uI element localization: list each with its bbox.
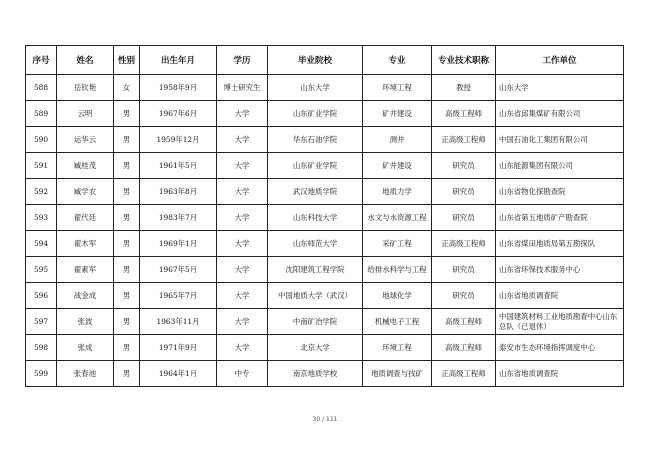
cell-school: 南京地质学校 bbox=[268, 361, 363, 387]
table-row bbox=[26, 283, 624, 309]
cell-employer: 山东省第五地质矿产勘查院 bbox=[496, 205, 624, 231]
cell-school: 山东矿业学院 bbox=[268, 101, 363, 127]
cell-employer: 山东省煤田地质局第五勘探队 bbox=[496, 231, 624, 257]
cell-name: 翟素军 bbox=[57, 257, 114, 283]
cell-major: 环境工程 bbox=[363, 335, 432, 361]
cell-name: 张春池 bbox=[57, 361, 114, 387]
cell-serial: 598 bbox=[26, 335, 57, 361]
table-body bbox=[26, 75, 624, 387]
table-row bbox=[26, 309, 624, 335]
cell-title: 研究员 bbox=[432, 283, 496, 309]
table-row bbox=[26, 257, 624, 283]
cell-school: 沈阳建筑工程学院 bbox=[268, 257, 363, 283]
cell-name: 云明 bbox=[57, 101, 114, 127]
cell-birth-date: 1964年1月 bbox=[140, 361, 217, 387]
cell-school: 山东矿业学院 bbox=[268, 153, 363, 179]
cell-birth-date: 1959年12月 bbox=[140, 127, 217, 153]
cell-name: 臧桂茂 bbox=[57, 153, 114, 179]
header-employer: 工作单位 bbox=[496, 46, 624, 75]
header-major: 专业 bbox=[363, 46, 432, 75]
header-name: 姓名 bbox=[57, 46, 114, 75]
cell-title: 研究员 bbox=[432, 153, 496, 179]
cell-major: 水文与水资源工程 bbox=[363, 205, 432, 231]
cell-gender: 女 bbox=[114, 75, 140, 101]
cell-title: 研究员 bbox=[432, 257, 496, 283]
cell-education: 大学 bbox=[217, 127, 268, 153]
cell-major: 地球化学 bbox=[363, 283, 432, 309]
header-gender: 性别 bbox=[114, 46, 140, 75]
cell-birth-date: 1967年6月 bbox=[140, 101, 217, 127]
cell-school: 武汉地质学院 bbox=[268, 179, 363, 205]
cell-education: 大学 bbox=[217, 179, 268, 205]
table-row bbox=[26, 205, 624, 231]
cell-employer: 山东大学 bbox=[496, 75, 624, 101]
cell-title: 高级工程师 bbox=[432, 335, 496, 361]
cell-education: 大学 bbox=[217, 231, 268, 257]
cell-gender: 男 bbox=[114, 335, 140, 361]
cell-birth-date: 1963年11月 bbox=[140, 309, 217, 335]
table-row bbox=[26, 231, 624, 257]
cell-employer: 山东省地质调查院 bbox=[496, 361, 624, 387]
cell-serial: 588 bbox=[26, 75, 57, 101]
cell-name: 岳钦艳 bbox=[57, 75, 114, 101]
cell-gender: 男 bbox=[114, 127, 140, 153]
cell-name: 翟代廷 bbox=[57, 205, 114, 231]
cell-name: 张成 bbox=[57, 335, 114, 361]
cell-school: 山东大学 bbox=[268, 75, 363, 101]
cell-serial: 594 bbox=[26, 231, 57, 257]
cell-gender: 男 bbox=[114, 153, 140, 179]
header-birth-date: 出生年月 bbox=[140, 46, 217, 75]
cell-serial: 597 bbox=[26, 309, 57, 335]
cell-employer: 泰安市生态环境指挥调度中心 bbox=[496, 335, 624, 361]
cell-employer: 山东省邱集煤矿有限公司 bbox=[496, 101, 624, 127]
cell-title: 研究员 bbox=[432, 179, 496, 205]
cell-major: 采矿工程 bbox=[363, 231, 432, 257]
cell-gender: 男 bbox=[114, 231, 140, 257]
table-row bbox=[26, 127, 624, 153]
cell-birth-date: 1958年9月 bbox=[140, 75, 217, 101]
cell-gender: 男 bbox=[114, 309, 140, 335]
cell-name: 张波 bbox=[57, 309, 114, 335]
cell-birth-date: 1969年1月 bbox=[140, 231, 217, 257]
cell-employer: 中国石油化工集团有限公司 bbox=[496, 127, 624, 153]
header-serial: 序号 bbox=[26, 46, 57, 75]
cell-education: 大学 bbox=[217, 335, 268, 361]
cell-school: 中南矿冶学院 bbox=[268, 309, 363, 335]
cell-employer: 山东能源集团有限公司 bbox=[496, 153, 624, 179]
cell-gender: 男 bbox=[114, 283, 140, 309]
cell-birth-date: 1983年7月 bbox=[140, 205, 217, 231]
cell-education: 大学 bbox=[217, 101, 268, 127]
table-row bbox=[26, 75, 624, 101]
cell-education: 中专 bbox=[217, 361, 268, 387]
header-title: 专业技术职称 bbox=[432, 46, 496, 75]
cell-school: 中国地质大学（武汉） bbox=[268, 283, 363, 309]
cell-serial: 596 bbox=[26, 283, 57, 309]
cell-major: 地质力学 bbox=[363, 179, 432, 205]
table-row bbox=[26, 335, 624, 361]
table-row bbox=[26, 179, 624, 205]
cell-school: 山东师范大学 bbox=[268, 231, 363, 257]
cell-name: 战金成 bbox=[57, 283, 114, 309]
header-school: 毕业院校 bbox=[268, 46, 363, 75]
cell-gender: 男 bbox=[114, 179, 140, 205]
cell-employer: 山东省环保技术服务中心 bbox=[496, 257, 624, 283]
cell-serial: 590 bbox=[26, 127, 57, 153]
cell-major: 矿井建设 bbox=[363, 153, 432, 179]
cell-major: 测井 bbox=[363, 127, 432, 153]
cell-name: 翟木军 bbox=[57, 231, 114, 257]
cell-school: 华东石油学院 bbox=[268, 127, 363, 153]
cell-gender: 男 bbox=[114, 257, 140, 283]
cell-education: 大学 bbox=[217, 153, 268, 179]
cell-birth-date: 1971年9月 bbox=[140, 335, 217, 361]
cell-major: 环境工程 bbox=[363, 75, 432, 101]
talent-roster-page bbox=[25, 45, 623, 387]
cell-title: 教授 bbox=[432, 75, 496, 101]
cell-birth-date: 1967年5月 bbox=[140, 257, 217, 283]
cell-education: 大学 bbox=[217, 257, 268, 283]
page-number: 30 / 111 bbox=[312, 416, 338, 423]
cell-title: 正高级工程师 bbox=[432, 127, 496, 153]
cell-employer: 山东省物化探勘查院 bbox=[496, 179, 624, 205]
cell-serial: 599 bbox=[26, 361, 57, 387]
cell-serial: 591 bbox=[26, 153, 57, 179]
cell-major: 矿井建设 bbox=[363, 101, 432, 127]
cell-major: 地质调查与找矿 bbox=[363, 361, 432, 387]
cell-serial: 592 bbox=[26, 179, 57, 205]
table-row bbox=[26, 101, 624, 127]
table-row bbox=[26, 153, 624, 179]
cell-education: 大学 bbox=[217, 283, 268, 309]
cell-serial: 595 bbox=[26, 257, 57, 283]
cell-major: 机械电子工程 bbox=[363, 309, 432, 335]
table-row bbox=[26, 361, 624, 387]
cell-gender: 男 bbox=[114, 205, 140, 231]
cell-birth-date: 1965年7月 bbox=[140, 283, 217, 309]
cell-education: 博士研究生 bbox=[217, 75, 268, 101]
table-header-row bbox=[26, 46, 624, 75]
cell-education: 大学 bbox=[217, 309, 268, 335]
cell-education: 大学 bbox=[217, 205, 268, 231]
cell-birth-date: 1961年5月 bbox=[140, 153, 217, 179]
cell-employer: 山东省地质调查院 bbox=[496, 283, 624, 309]
cell-name: 运华云 bbox=[57, 127, 114, 153]
cell-serial: 589 bbox=[26, 101, 57, 127]
cell-birth-date: 1963年8月 bbox=[140, 179, 217, 205]
cell-employer: 中国建筑材料工业地质勘查中心山东总队（已退休） bbox=[496, 309, 624, 335]
cell-gender: 男 bbox=[114, 361, 140, 387]
cell-school: 山东科技大学 bbox=[268, 205, 363, 231]
cell-title: 正高级工程师 bbox=[432, 231, 496, 257]
cell-title: 高级工程师 bbox=[432, 101, 496, 127]
cell-serial: 593 bbox=[26, 205, 57, 231]
cell-major: 给排水科学与工程 bbox=[363, 257, 432, 283]
cell-school: 北京大学 bbox=[268, 335, 363, 361]
cell-title: 正高级工程师 bbox=[432, 361, 496, 387]
cell-title: 研究员 bbox=[432, 205, 496, 231]
header-education: 学历 bbox=[217, 46, 268, 75]
talent-roster-table bbox=[25, 45, 624, 387]
cell-title: 高级工程师 bbox=[432, 309, 496, 335]
cell-name: 臧学农 bbox=[57, 179, 114, 205]
cell-gender: 男 bbox=[114, 101, 140, 127]
